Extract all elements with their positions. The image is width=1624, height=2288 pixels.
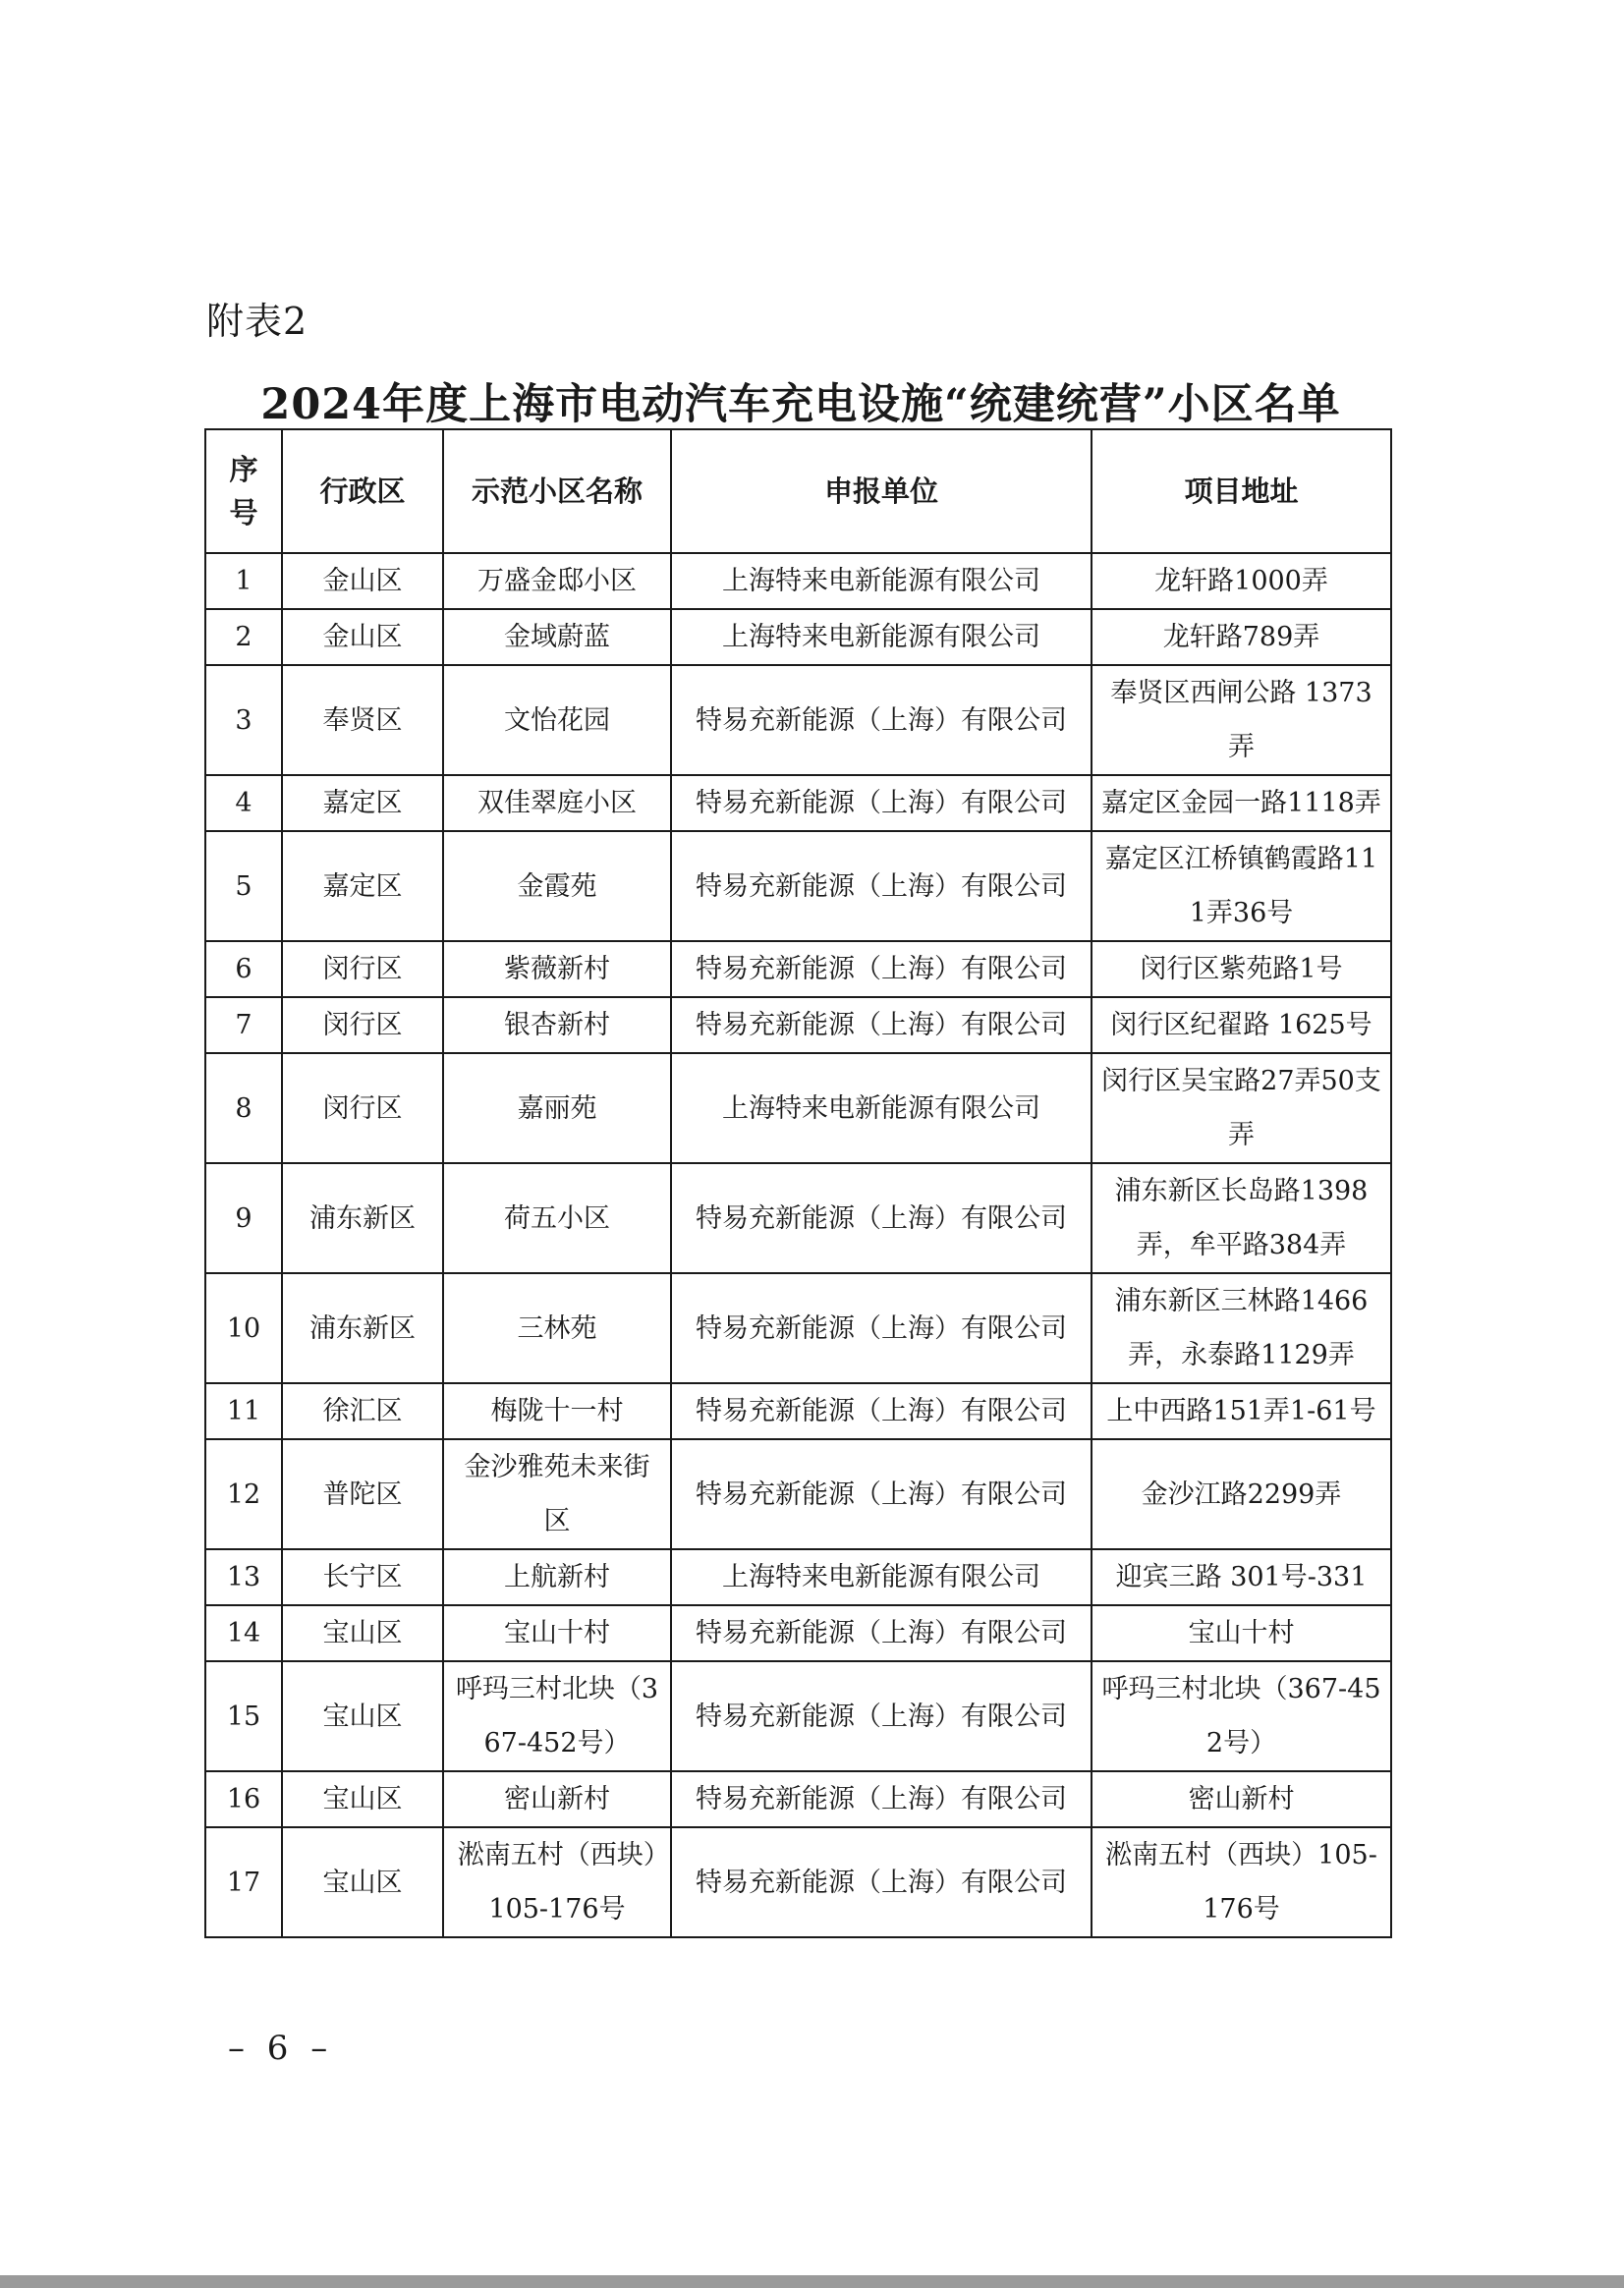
cell-district: 奉贤区 xyxy=(282,665,443,775)
cell-unit: 上海特来电新能源有限公司 xyxy=(671,1053,1092,1163)
cell-unit: 上海特来电新能源有限公司 xyxy=(671,609,1092,665)
cell-address: 密山新村 xyxy=(1092,1771,1391,1827)
cell-district: 徐汇区 xyxy=(282,1383,443,1439)
cell-unit: 特易充新能源（上海）有限公司 xyxy=(671,1771,1092,1827)
cell-seq: 4 xyxy=(205,775,282,831)
cell-unit: 特易充新能源（上海）有限公司 xyxy=(671,831,1092,941)
cell-address: 龙轩路789弄 xyxy=(1092,609,1391,665)
cell-district: 浦东新区 xyxy=(282,1163,443,1273)
cell-community: 双佳翠庭小区 xyxy=(443,775,671,831)
cell-address: 闵行区纪翟路 1625号 xyxy=(1092,997,1391,1053)
table-row xyxy=(205,1771,1391,1827)
cell-community: 淞南五村（西块）105-176号 xyxy=(443,1827,671,1937)
table-row xyxy=(205,1163,1391,1273)
cell-community: 紫薇新村 xyxy=(443,941,671,997)
cell-unit: 特易充新能源（上海）有限公司 xyxy=(671,775,1092,831)
cell-address: 龙轩路1000弄 xyxy=(1092,553,1391,609)
header-address: 项目地址 xyxy=(1092,429,1391,553)
cell-unit: 特易充新能源（上海）有限公司 xyxy=(671,1383,1092,1439)
cell-community: 三林苑 xyxy=(443,1273,671,1383)
cell-community: 密山新村 xyxy=(443,1771,671,1827)
cell-seq: 17 xyxy=(205,1827,282,1937)
header-unit: 申报单位 xyxy=(671,429,1092,553)
cell-community: 梅陇十一村 xyxy=(443,1383,671,1439)
cell-community: 金沙雅苑未来街区 xyxy=(443,1439,671,1549)
header-district: 行政区 xyxy=(282,429,443,553)
cell-seq: 3 xyxy=(205,665,282,775)
header-seq xyxy=(205,429,282,553)
page-number: – 6 – xyxy=(228,2029,334,2068)
table-row xyxy=(205,1661,1391,1771)
table-row xyxy=(205,1549,1391,1605)
cell-unit: 特易充新能源（上海）有限公司 xyxy=(671,997,1092,1053)
cell-seq: 2 xyxy=(205,609,282,665)
cell-community: 上航新村 xyxy=(443,1549,671,1605)
cell-district: 嘉定区 xyxy=(282,775,443,831)
cell-seq: 5 xyxy=(205,831,282,941)
cell-address: 呼玛三村北块（367-452号） xyxy=(1092,1661,1391,1771)
cell-unit: 上海特来电新能源有限公司 xyxy=(671,553,1092,609)
cell-community: 宝山十村 xyxy=(443,1605,671,1661)
cell-address: 奉贤区西闸公路 1373弄 xyxy=(1092,665,1391,775)
cell-district: 宝山区 xyxy=(282,1605,443,1661)
cell-district: 浦东新区 xyxy=(282,1273,443,1383)
cell-address: 嘉定区金园一路1118弄 xyxy=(1092,775,1391,831)
cell-community: 呼玛三村北块（367-452号） xyxy=(443,1661,671,1771)
cell-unit: 特易充新能源（上海）有限公司 xyxy=(671,941,1092,997)
cell-unit: 特易充新能源（上海）有限公司 xyxy=(671,665,1092,775)
table-row xyxy=(205,775,1391,831)
cell-district: 宝山区 xyxy=(282,1827,443,1937)
header-seq-line2: 号 xyxy=(229,496,258,530)
community-list-table xyxy=(204,428,1392,1938)
cell-community: 荷五小区 xyxy=(443,1163,671,1273)
cell-address: 闵行区紫苑路1号 xyxy=(1092,941,1391,997)
cell-seq: 9 xyxy=(205,1163,282,1273)
table-row xyxy=(205,553,1391,609)
table-row xyxy=(205,1383,1391,1439)
table-header-row xyxy=(205,429,1391,553)
cell-unit: 特易充新能源（上海）有限公司 xyxy=(671,1163,1092,1273)
cell-seq: 14 xyxy=(205,1605,282,1661)
cell-seq: 12 xyxy=(205,1439,282,1549)
header-community: 示范小区名称 xyxy=(443,429,671,553)
cell-district: 闵行区 xyxy=(282,941,443,997)
cell-district: 闵行区 xyxy=(282,997,443,1053)
cell-district: 长宁区 xyxy=(282,1549,443,1605)
cell-unit: 上海特来电新能源有限公司 xyxy=(671,1549,1092,1605)
table-row xyxy=(205,831,1391,941)
table-row xyxy=(205,1827,1391,1937)
table-row xyxy=(205,1605,1391,1661)
cell-seq: 7 xyxy=(205,997,282,1053)
table-row xyxy=(205,609,1391,665)
cell-address: 上中西路151弄1-61号 xyxy=(1092,1383,1391,1439)
cell-address: 淞南五村（西块）105-176号 xyxy=(1092,1827,1391,1937)
cell-community: 文怡花园 xyxy=(443,665,671,775)
cell-community: 金域蔚蓝 xyxy=(443,609,671,665)
cell-seq: 11 xyxy=(205,1383,282,1439)
cell-district: 宝山区 xyxy=(282,1771,443,1827)
cell-community: 金霞苑 xyxy=(443,831,671,941)
cell-seq: 16 xyxy=(205,1771,282,1827)
scan-bottom-edge xyxy=(0,2275,1624,2288)
cell-district: 嘉定区 xyxy=(282,831,443,941)
cell-seq: 13 xyxy=(205,1549,282,1605)
cell-unit: 特易充新能源（上海）有限公司 xyxy=(671,1827,1092,1937)
cell-district: 宝山区 xyxy=(282,1661,443,1771)
cell-district: 普陀区 xyxy=(282,1439,443,1549)
table-row xyxy=(205,1053,1391,1163)
cell-seq: 10 xyxy=(205,1273,282,1383)
cell-address: 迎宾三路 301号-331 xyxy=(1092,1549,1391,1605)
cell-address: 闵行区吴宝路27弄50支弄 xyxy=(1092,1053,1391,1163)
table-row xyxy=(205,1273,1391,1383)
annex-label: 附表2 xyxy=(206,300,308,343)
cell-seq: 1 xyxy=(205,553,282,609)
cell-address: 浦东新区三林路1466弄，永泰路1129弄 xyxy=(1092,1273,1391,1383)
cell-unit: 特易充新能源（上海）有限公司 xyxy=(671,1661,1092,1771)
cell-unit: 特易充新能源（上海）有限公司 xyxy=(671,1605,1092,1661)
cell-seq: 8 xyxy=(205,1053,282,1163)
cell-district: 金山区 xyxy=(282,609,443,665)
cell-community: 嘉丽苑 xyxy=(443,1053,671,1163)
cell-community: 银杏新村 xyxy=(443,997,671,1053)
cell-district: 金山区 xyxy=(282,553,443,609)
cell-address: 浦东新区长岛路1398弄，牟平路384弄 xyxy=(1092,1163,1391,1273)
cell-address: 嘉定区江桥镇鹤霞路111弄36号 xyxy=(1092,831,1391,941)
cell-address: 宝山十村 xyxy=(1092,1605,1391,1661)
cell-district: 闵行区 xyxy=(282,1053,443,1163)
table-row xyxy=(205,941,1391,997)
table-row xyxy=(205,665,1391,775)
cell-unit: 特易充新能源（上海）有限公司 xyxy=(671,1439,1092,1549)
cell-seq: 6 xyxy=(205,941,282,997)
cell-seq: 15 xyxy=(205,1661,282,1771)
cell-unit: 特易充新能源（上海）有限公司 xyxy=(671,1273,1092,1383)
table-row xyxy=(205,1439,1391,1549)
cell-address: 金沙江路2299弄 xyxy=(1092,1439,1391,1549)
table-row xyxy=(205,997,1391,1053)
cell-community: 万盛金邸小区 xyxy=(443,553,671,609)
header-seq-line1: 序 xyxy=(229,453,258,486)
document-title: 2024年度上海市电动汽车充电设施“统建统营”小区名单 xyxy=(260,380,1341,429)
